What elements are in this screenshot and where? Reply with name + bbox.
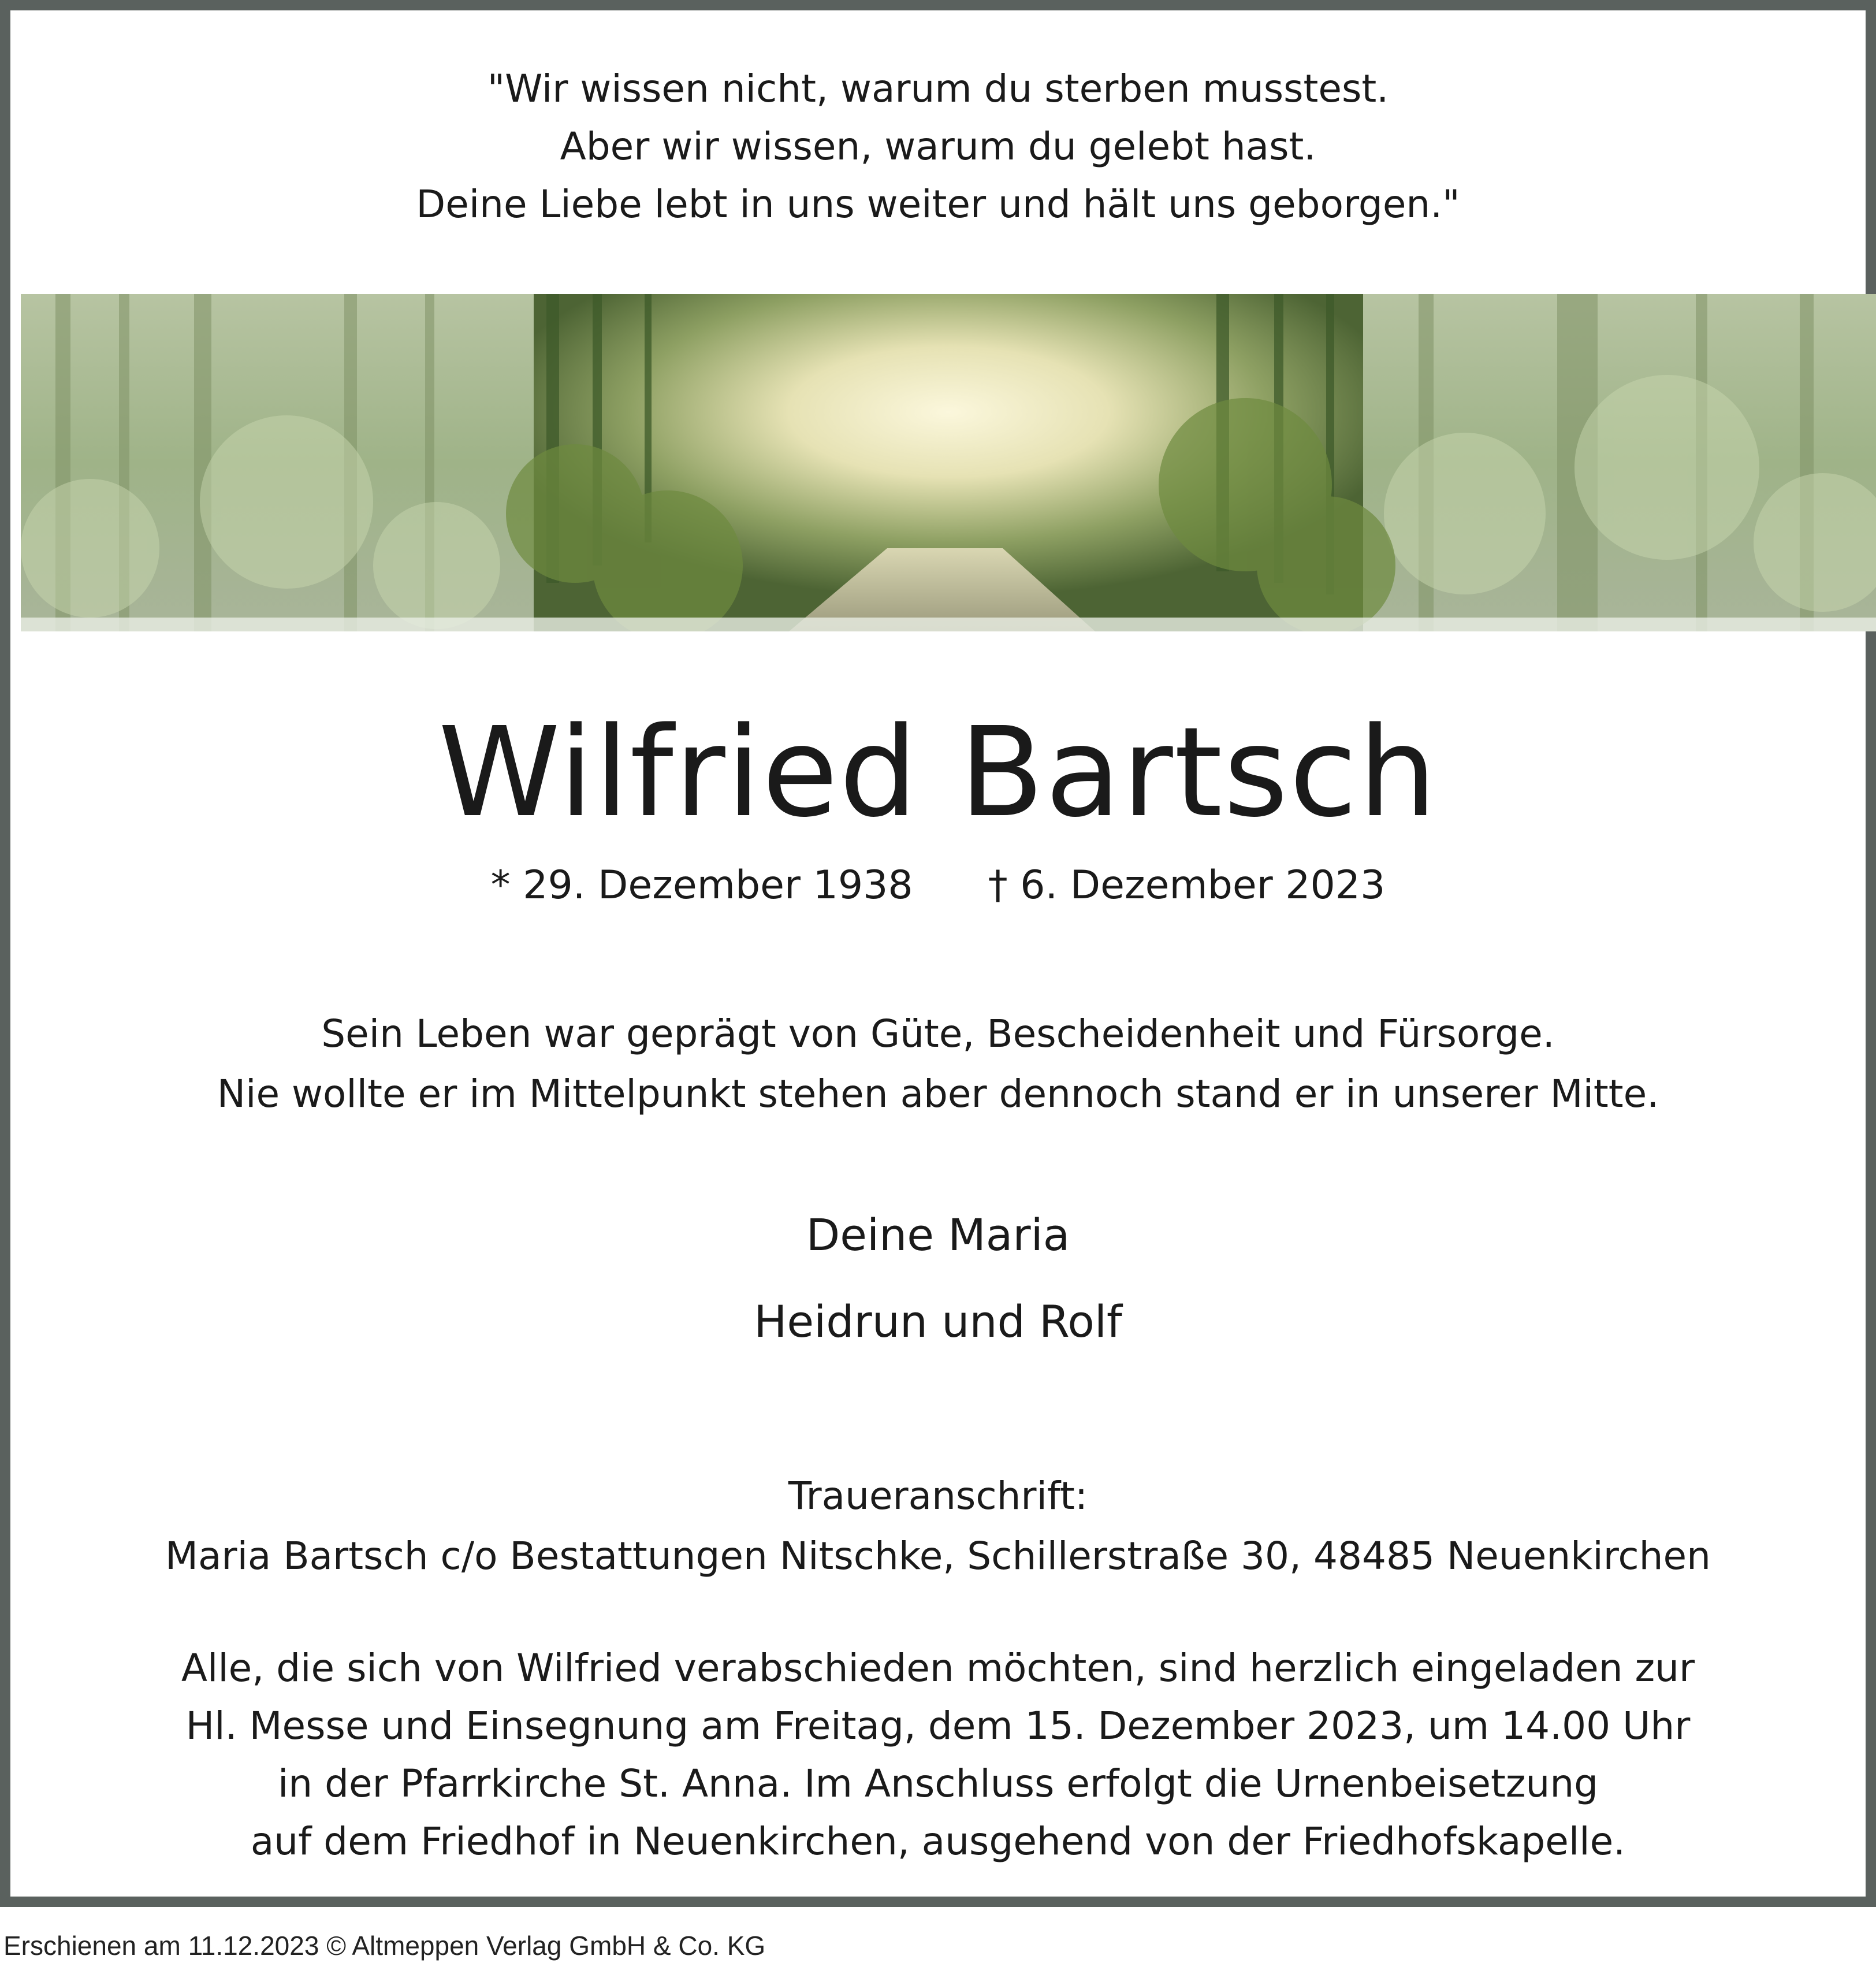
service-line: Hl. Messe und Einsegnung am Freitag, dem 15. Dezember 2023, um 14.00 Uhr: [185, 1704, 1691, 1748]
mourner-spouse: Deine Maria: [806, 1209, 1070, 1261]
deceased-name: Wilfried Bartsch: [438, 701, 1438, 845]
life-dates: [10, 860, 1866, 912]
service-line: Alle, die sich von Wilfried verabschieden möchten, sind herzlich eingeladen zur: [181, 1646, 1695, 1690]
service-line: auf dem Friedhof in Neuenkirchen, ausgehend von der Friedhofskapelle.: [250, 1819, 1626, 1864]
tribute-line: Nie wollte er im Mittelpunkt stehen aber dennoch stand er in unserer Mitte.: [217, 1072, 1659, 1116]
tribute-text: [10, 1004, 1866, 1124]
quote-line: "Wir wissen nicht, warum du sterben musstest.: [487, 66, 1389, 111]
death-date: † 6. Dezember 2023: [988, 862, 1386, 908]
service-line: in der Pfarrkirche St. Anna. Im Anschluss erfolgt die Urnenbeisetzung: [277, 1761, 1599, 1806]
quote-line: Aber wir wissen, warum du gelebt hast.: [560, 124, 1316, 169]
funeral-service-info: [10, 1639, 1866, 1871]
memorial-quote: [10, 60, 1866, 233]
forest-banner-image: [21, 294, 1876, 631]
tribute-line: Sein Leben war geprägt von Güte, Bescheidenheit und Fürsorge.: [321, 1012, 1555, 1056]
quote-line: Deine Liebe lebt in uns weiter und hält uns geborgen.": [416, 182, 1460, 226]
address-label: Traueranschrift:: [788, 1474, 1088, 1518]
publication-footer: Erschienen am 11.12.2023 © Altmeppen Verlag GmbH & Co. KG: [3, 1931, 766, 1961]
mourner-children: Heidrun und Rolf: [754, 1296, 1122, 1347]
address-value: Maria Bartsch c/o Bestattungen Nitschke, Schillerstraße 30, 48485 Neuenkirchen: [165, 1534, 1711, 1578]
mourning-address: [10, 1466, 1866, 1586]
birth-date: * 29. Dezember 1938: [490, 862, 913, 908]
